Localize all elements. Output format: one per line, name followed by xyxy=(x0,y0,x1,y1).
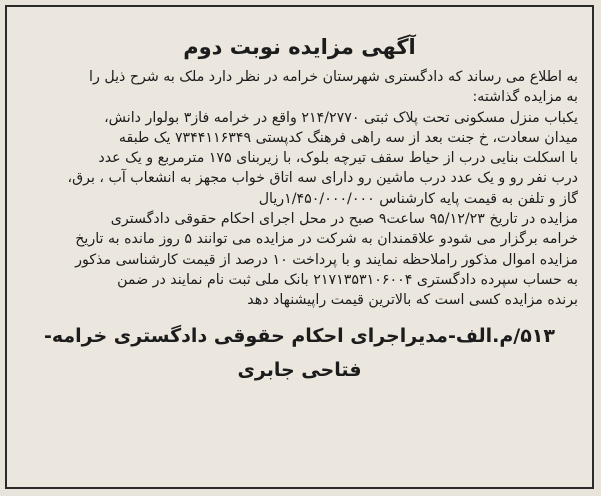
notice-line: برنده مزایده کسی است که بالاترین قیمت راپیشنهاد دهد xyxy=(247,292,578,309)
notice-footer xyxy=(7,319,592,387)
notice-line: درب نفر رو و یک عدد درب ماشین رو دارای سه اتاق خواب مجهز به انشعاب آب ، برق، xyxy=(67,170,578,187)
notice-body xyxy=(7,67,592,311)
signer-name: فتاحی جابری xyxy=(237,358,362,381)
notice-line: مزایده اموال مذکور راملاحظه نمایند و با پرداخت ۱۰ درصد از قیمت کارشناسی مذکور xyxy=(75,251,578,268)
notice-line: با اسکلت بنایی درب از حیاط سقف تیرچه بلوک، با زیربنای ۱۷۵ مترمربع و یک عدد xyxy=(98,150,578,167)
notice-line: خرامه برگزار می شودو علاقمندان به شرکت در مزایده می توانند ۵ روز مانده به تاریخ xyxy=(75,231,578,248)
notice-title: آگهی مزایده نوبت دوم xyxy=(183,35,416,59)
notice-line: مزایده در تاریخ ۹۵/۱۲/۲۳ ساعت۹ صبح در محل اجرای احکام حقوقی دادگستری xyxy=(110,211,578,228)
notice-line: به مزایده گذاشته: xyxy=(472,89,578,106)
notice-line: به اطلاع می رساند که دادگستری شهرستان خرامه در نظر دارد ملک به شرح ذیل را xyxy=(89,69,578,85)
auction-notice xyxy=(5,5,594,489)
notice-line: گاز و تلفن به قیمت پایه کارشناس ۱/۴۵۰/۰۰۰/۰۰۰ریال xyxy=(258,190,578,207)
notice-line: میدان سعادت، خ جنت بعد از سه راهی فرهنگ کدپستی ۷۳۴۴۱۱۶۳۴۹ یک طبقه xyxy=(118,129,578,146)
notice-line: یکباب منزل مسکونی تحت پلاک ثبتی ۲۱۴/۲۷۷۰ واقع در خرامه فاز۳ بولوار دانش، xyxy=(104,109,578,126)
notice-line: به حساب سپرده دادگستری ۲۱۷۱۳۵۳۱۰۶۰۰۴ بانک ملی ثبت نام نمایند در ضمن xyxy=(117,271,578,288)
signature-line: ۵۱۳/م.الف-مدیراجرای احکام حقوقی دادگستری خرامه- xyxy=(44,324,555,347)
